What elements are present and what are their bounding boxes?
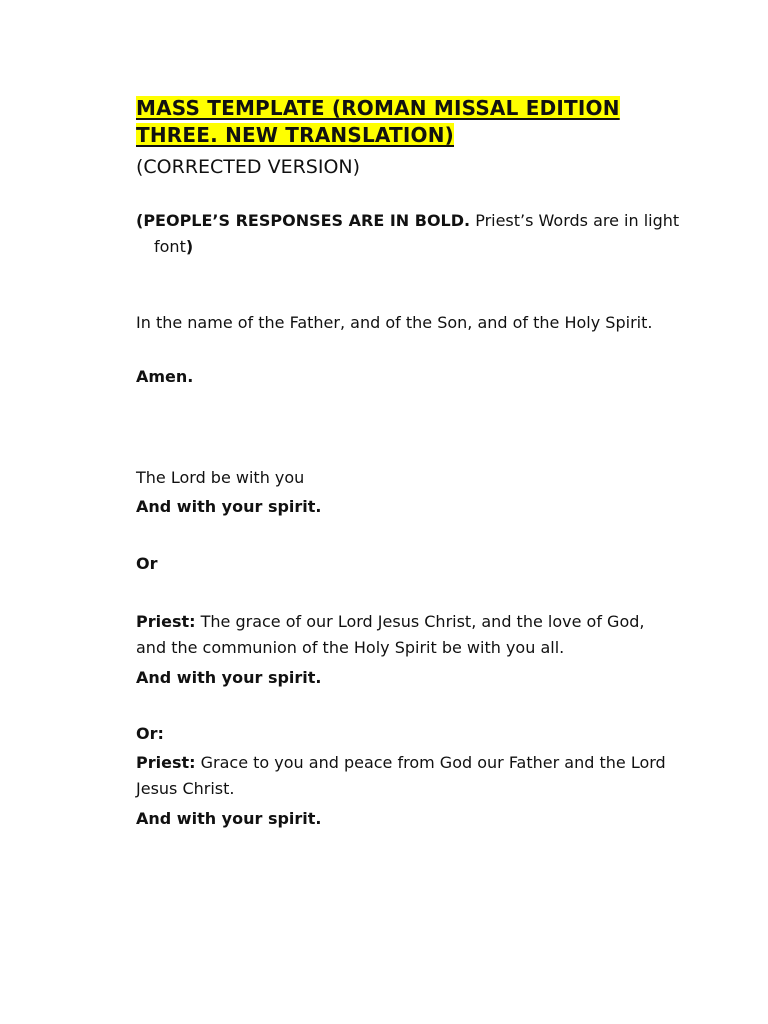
title-line-1: MASS TEMPLATE (ROMAN MISSAL EDITION bbox=[136, 96, 620, 120]
greeting-3-priest bbox=[136, 750, 676, 802]
formatting-note-close: ) bbox=[185, 237, 194, 256]
sign-of-cross-priest: In the name of the Father, and of the Son, and of the Holy Spirit. bbox=[136, 313, 653, 332]
sign-of-cross-response: Amen. bbox=[136, 367, 194, 386]
greeting-2-text: The grace of our Lord Jesus Christ, and the love of God, and the communion of the Holy Spirit be with you all. bbox=[136, 612, 645, 657]
formatting-note-bold: (PEOPLE’S RESPONSES ARE IN BOLD. bbox=[136, 211, 471, 230]
greeting-3-text: Grace to you and peace from God our Father and the Lord Jesus Christ. bbox=[136, 753, 666, 798]
title-line-2: THREE. NEW TRANSLATION) bbox=[136, 123, 454, 147]
formatting-note-light: Priest’s Words are in light font bbox=[154, 211, 680, 256]
greeting-2-priest bbox=[136, 609, 676, 661]
greeting-3-speaker: Priest: bbox=[136, 753, 196, 772]
greeting-1-priest: The Lord be with you bbox=[136, 468, 305, 487]
or-separator-2: Or: bbox=[136, 724, 164, 743]
greeting-2-speaker: Priest: bbox=[136, 612, 196, 631]
formatting-note bbox=[136, 208, 694, 260]
greeting-3-response: And with your spirit. bbox=[136, 809, 322, 828]
document-subtitle: (CORRECTED VERSION) bbox=[136, 156, 361, 178]
document-title bbox=[136, 95, 620, 149]
or-separator-1: Or bbox=[136, 554, 158, 573]
greeting-1-response: And with your spirit. bbox=[136, 497, 322, 516]
greeting-2-response: And with your spirit. bbox=[136, 668, 322, 687]
